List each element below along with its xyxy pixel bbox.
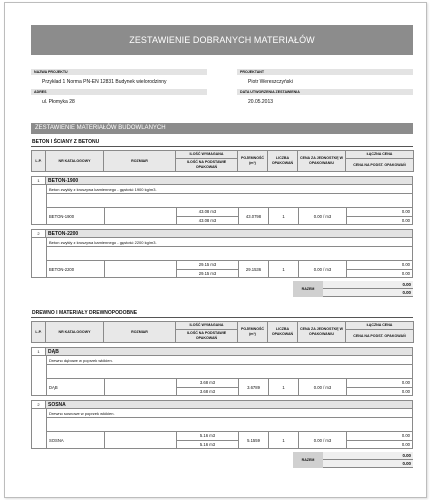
- item-description: Drewno dębowe w poprzek włókien.: [46, 356, 412, 365]
- total-price: 0.00: [347, 208, 412, 217]
- item-size: [105, 432, 177, 448]
- item-quantity: [177, 432, 239, 448]
- item-total: [347, 432, 412, 448]
- item-description: Beton zwykły z kruszywa kamiennego - gęstość 2200 kg/m3.: [46, 238, 412, 247]
- material-group: [31, 309, 413, 468]
- qty-packaged: 3.68 m3: [199, 388, 216, 394]
- col-unit-price: CENA ZA JEDNOSTKĘ W OPAKOWANIU: [298, 151, 346, 172]
- item-size: [105, 261, 177, 277]
- item-number: 2: [32, 230, 46, 237]
- qty-packaged: 5.16 m3: [199, 441, 216, 447]
- col-qty: ILOŚĆ WYMAGANA: [176, 151, 238, 159]
- item-data-row: [46, 432, 412, 448]
- item-header: [32, 401, 412, 409]
- date: 20.05.2013: [248, 99, 274, 105]
- item-description: Beton zwykły z kruszywa kamiennego - gęstość 1900 kg/m3.: [46, 185, 412, 194]
- designer: Piotr Wereszczyński: [248, 79, 293, 85]
- item-catalog: DĄB: [47, 379, 105, 395]
- item-header: [32, 230, 412, 238]
- material-item: [31, 229, 413, 278]
- col-lp: L.P.: [32, 322, 46, 343]
- document-page: [4, 2, 427, 498]
- item-name: BETON-2200: [46, 230, 412, 237]
- item-capacity: 5.1559: [239, 432, 269, 448]
- item-catalog: BETON-2200: [47, 261, 105, 277]
- group-summary: [31, 281, 413, 297]
- item-header: [32, 348, 412, 356]
- address: ul. Płomyka 28: [42, 99, 75, 105]
- group-title: DREWNO I MATERIAŁY DREWNOPODOBNE: [31, 309, 413, 318]
- item-quantity: [177, 208, 239, 224]
- qty-packaged: 29.15 m3: [198, 270, 217, 276]
- col-total: ŁĄCZNA CENA: [346, 151, 414, 159]
- material-item: [31, 347, 413, 396]
- total-price-packaged: 0.00: [401, 388, 410, 394]
- total-price: 0.00: [347, 432, 412, 441]
- summary-label: RAZEM: [293, 281, 323, 297]
- item-capacity: 3.6789: [239, 379, 269, 395]
- item-name: BETON-1900: [46, 177, 412, 184]
- item-packages: 1: [269, 208, 299, 224]
- report: [31, 25, 413, 468]
- summary-values: [323, 452, 413, 468]
- summary-value: 0.00: [323, 460, 413, 468]
- project-name-label: NAZWA PROJEKTU: [31, 69, 207, 75]
- col-packages: LICZBA OPAKOWAŃ: [268, 322, 298, 343]
- report-title: ZESTAWIENIE DOBRANYCH MATERIAŁÓW: [31, 25, 413, 55]
- material-groups: [31, 138, 413, 468]
- qty-required: 43.08 m3: [177, 208, 238, 217]
- qty-required: 3.68 m3: [177, 379, 238, 388]
- item-name: DĄB: [46, 348, 412, 355]
- item-unit-price: 0.00 / m3: [299, 208, 347, 224]
- material-item: [31, 176, 413, 225]
- item-spacer: [46, 194, 412, 208]
- item-total: [347, 208, 412, 224]
- item-size: [105, 208, 177, 224]
- item-data-row: [46, 208, 412, 224]
- col-capacity: POJEMNOŚĆ (m³): [238, 151, 268, 172]
- group-summary: [31, 452, 413, 468]
- item-spacer: [46, 418, 412, 432]
- item-data-row: [46, 261, 412, 277]
- item-number: 2: [32, 401, 46, 408]
- section-title: ZESTAWIENIE MATERIAŁÓW BUDOWLANYCH: [31, 123, 413, 134]
- total-price: 0.00: [347, 379, 412, 388]
- col-unit-price: CENA ZA JEDNOSTKĘ W OPAKOWANIU: [298, 322, 346, 343]
- item-packages: 1: [269, 432, 299, 448]
- address-label: ADRES: [31, 89, 207, 95]
- item-packages: 1: [269, 379, 299, 395]
- material-item: [31, 400, 413, 449]
- item-data-row: [46, 379, 412, 395]
- item-description: Drewno sosnowe w poprzek włókien.: [46, 409, 412, 418]
- group-title: BETON I ŚCIANY Z BETONU: [31, 138, 413, 147]
- col-qty-package: ILOŚĆ NA PODSTAWIE OPAKOWAŃ: [176, 330, 238, 343]
- column-header: [31, 150, 414, 172]
- total-price-packaged: 0.00: [401, 441, 410, 447]
- item-name: SOSNA: [46, 401, 412, 408]
- col-packages: LICZBA OPAKOWAŃ: [268, 151, 298, 172]
- material-group: [31, 138, 413, 297]
- summary-value: 0.00: [323, 452, 413, 460]
- item-spacer: [46, 247, 412, 261]
- summary-value: 0.00: [323, 281, 413, 289]
- column-header: [31, 321, 414, 343]
- qty-required: 29.15 m3: [177, 261, 238, 270]
- item-catalog: SOSNA: [47, 432, 105, 448]
- summary-value: 0.00: [323, 289, 413, 297]
- project-name: Przykład 1 Norma PN-EN 12831 Budynek wielorodzinny: [42, 79, 167, 85]
- item-capacity: 29.1536: [239, 261, 269, 277]
- item-unit-price: 0.00 / m3: [299, 379, 347, 395]
- item-number: 1: [32, 348, 46, 355]
- qty-required: 5.16 m3: [177, 432, 238, 441]
- item-total: [347, 261, 412, 277]
- total-price-packaged: 0.00: [401, 270, 410, 276]
- item-spacer: [46, 365, 412, 379]
- col-catalog: NR KATALOGOWY: [46, 322, 104, 343]
- item-number: 1: [32, 177, 46, 184]
- project-meta: [31, 69, 413, 107]
- date-label: DATA UTWORZENIA ZESTAWIENIA: [237, 89, 413, 95]
- item-size: [105, 379, 177, 395]
- summary-label: RAZEM: [293, 452, 323, 468]
- designer-label: PROJEKTANT: [237, 69, 413, 75]
- item-quantity: [177, 261, 239, 277]
- item-packages: 1: [269, 261, 299, 277]
- item-unit-price: 0.00 / m3: [299, 261, 347, 277]
- total-price: 0.00: [347, 261, 412, 270]
- item-total: [347, 379, 412, 395]
- col-size: ROZMIAR: [104, 322, 176, 343]
- col-total-package: CENA NA PODST. OPAKOWAŃ: [346, 159, 414, 172]
- col-total: ŁĄCZNA CENA: [346, 322, 414, 330]
- item-capacity: 43.0798: [239, 208, 269, 224]
- col-qty: ILOŚĆ WYMAGANA: [176, 322, 238, 330]
- item-catalog: BETON-1900: [47, 208, 105, 224]
- col-catalog: NR KATALOGOWY: [46, 151, 104, 172]
- col-capacity: POJEMNOŚĆ (m³): [238, 322, 268, 343]
- col-lp: L.P.: [32, 151, 46, 172]
- total-price-packaged: 0.00: [401, 217, 410, 223]
- qty-packaged: 43.08 m3: [198, 217, 217, 223]
- item-unit-price: 0.00 / m3: [299, 432, 347, 448]
- item-quantity: [177, 379, 239, 395]
- item-header: [32, 177, 412, 185]
- col-total-package: CENA NA PODST. OPAKOWAŃ: [346, 330, 414, 343]
- col-qty-package: ILOŚĆ NA PODSTAWIE OPAKOWAŃ: [176, 159, 238, 172]
- col-size: ROZMIAR: [104, 151, 176, 172]
- summary-values: [323, 281, 413, 297]
